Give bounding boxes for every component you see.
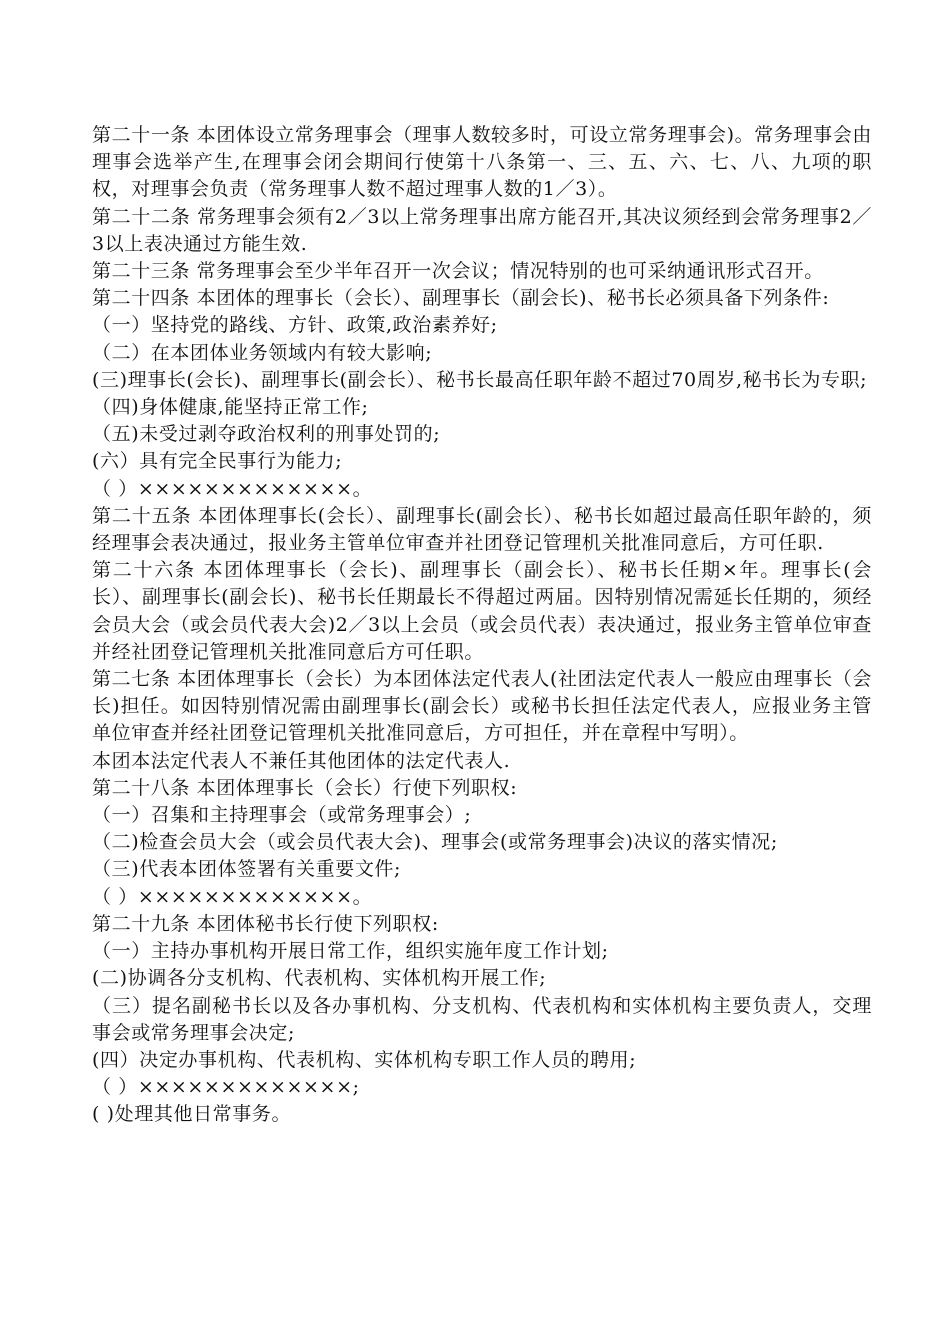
list-item: （五)未受过剥夺政治权利的刑事处罚的;: [92, 423, 441, 446]
legal-representative-note: 本团本法定代表人不兼任其他团体的法定代表人.: [92, 749, 511, 772]
article-29: 第二十九条 本团体秘书长行使下列职权:: [92, 912, 439, 935]
article-28: 第二十八条 本团体理事长（会长）行使下列职权:: [92, 776, 518, 799]
document-body: [92, 122, 872, 1129]
list-item: （一）坚持党的路线、方针、政策,政治素养好;: [92, 314, 498, 337]
article-26: 第二十六条 本团体理事长（会长)、副理事长（副会长）、秘书长任期×年。理事长(会长）、副理事长(副会长)、秘书长任期最长不得超过两届。因特别情况需延长任期的，须经会员大会（或会员代表大会)2／3以上会员（或会员代表）表决通过，报业务主管单位审查并经社团登记管理机关批准同意后方可任职。: [92, 559, 872, 663]
list-item: （二）在本团体业务领域内有较大影响;: [92, 341, 433, 364]
list-item: (四）决定办事机构、代表机构、实体机构专职工作人员的聘用;: [92, 1048, 637, 1071]
list-item-placeholder: （ ）×××××××××××××;: [92, 1076, 360, 1099]
list-item: （一）召集和主持理事会（或常务理事会）;: [92, 804, 472, 827]
article-24: 第二十四条 本团体的理事长（会长）、副理事长（副会长)、秘书长必须具备下列条件:: [92, 287, 830, 310]
list-item-placeholder: （ ）×××××××××××××。: [92, 885, 373, 908]
list-item: （四)身体健康,能坚持正常工作;: [92, 396, 369, 419]
list-item: （一）主持办事机构开展日常工作，组织实施年度工作计划;: [92, 940, 609, 963]
article-23: 第二十三条 常务理事会至少半年召开一次会议；情况特别的也可采纳通讯形式召开。: [92, 260, 824, 283]
article-22: 第二十二条 常务理事会须有2／3以上常务理事出席方能召开,其决议须经到会常务理事2／3以上表决通过方能生效.: [92, 205, 872, 255]
list-item: (三)理事长(会长)、副理事长(副会长）、秘书长最高任职年龄不超过70周岁,秘书长为专职;: [92, 368, 868, 391]
list-item: （三)代表本团体签署有关重要文件;: [92, 858, 402, 881]
list-item: (六）具有完全民事行为能力;: [92, 450, 343, 473]
list-item: （二)检查会员大会（或会员代表大会)、理事会(或常务理事会)决议的落实情况;: [92, 831, 778, 854]
list-item-placeholder: （ ）×××××××××××××。: [92, 477, 373, 500]
list-item: ( )处理其他日常事务。: [92, 1103, 292, 1126]
article-27: 第二七条 本团体理事长（会长）为本团体法定代表人(社团法定代表人一般应由理事长（会长)担任。如因特别情况需由副理事长(副会长）或秘书长担任法定代表人，应报业务主管单位审查并经社团登记管理机关批准同意后，方可担任，并在章程中写明）。: [92, 668, 872, 745]
list-item: （三）提名副秘书长以及各办事机构、分支机构、代表机构和实体机构主要负责人，交理事会或常务理事会决定;: [92, 994, 872, 1044]
article-21: 第二十一条 本团体设立常务理事会（理事人数较多时，可设立常务理事会)。常务理事会由理事会选举产生,在理事会闭会期间行使第十八条第一、三、五、六、七、八、九项的职权，对理事会负责（常务理事人数不超过理事人数的1／3）。: [92, 124, 872, 201]
list-item: (二)协调各分支机构、代表机构、实体机构开展工作;: [92, 967, 547, 990]
article-25: 第二十五条 本团体理事长(会长）、副理事长(副会长）、秘书长如超过最高任职年龄的，须经理事会表决通过，报业务主管单位审查并社团登记管理机关批准同意后，方可任职.: [92, 504, 872, 555]
